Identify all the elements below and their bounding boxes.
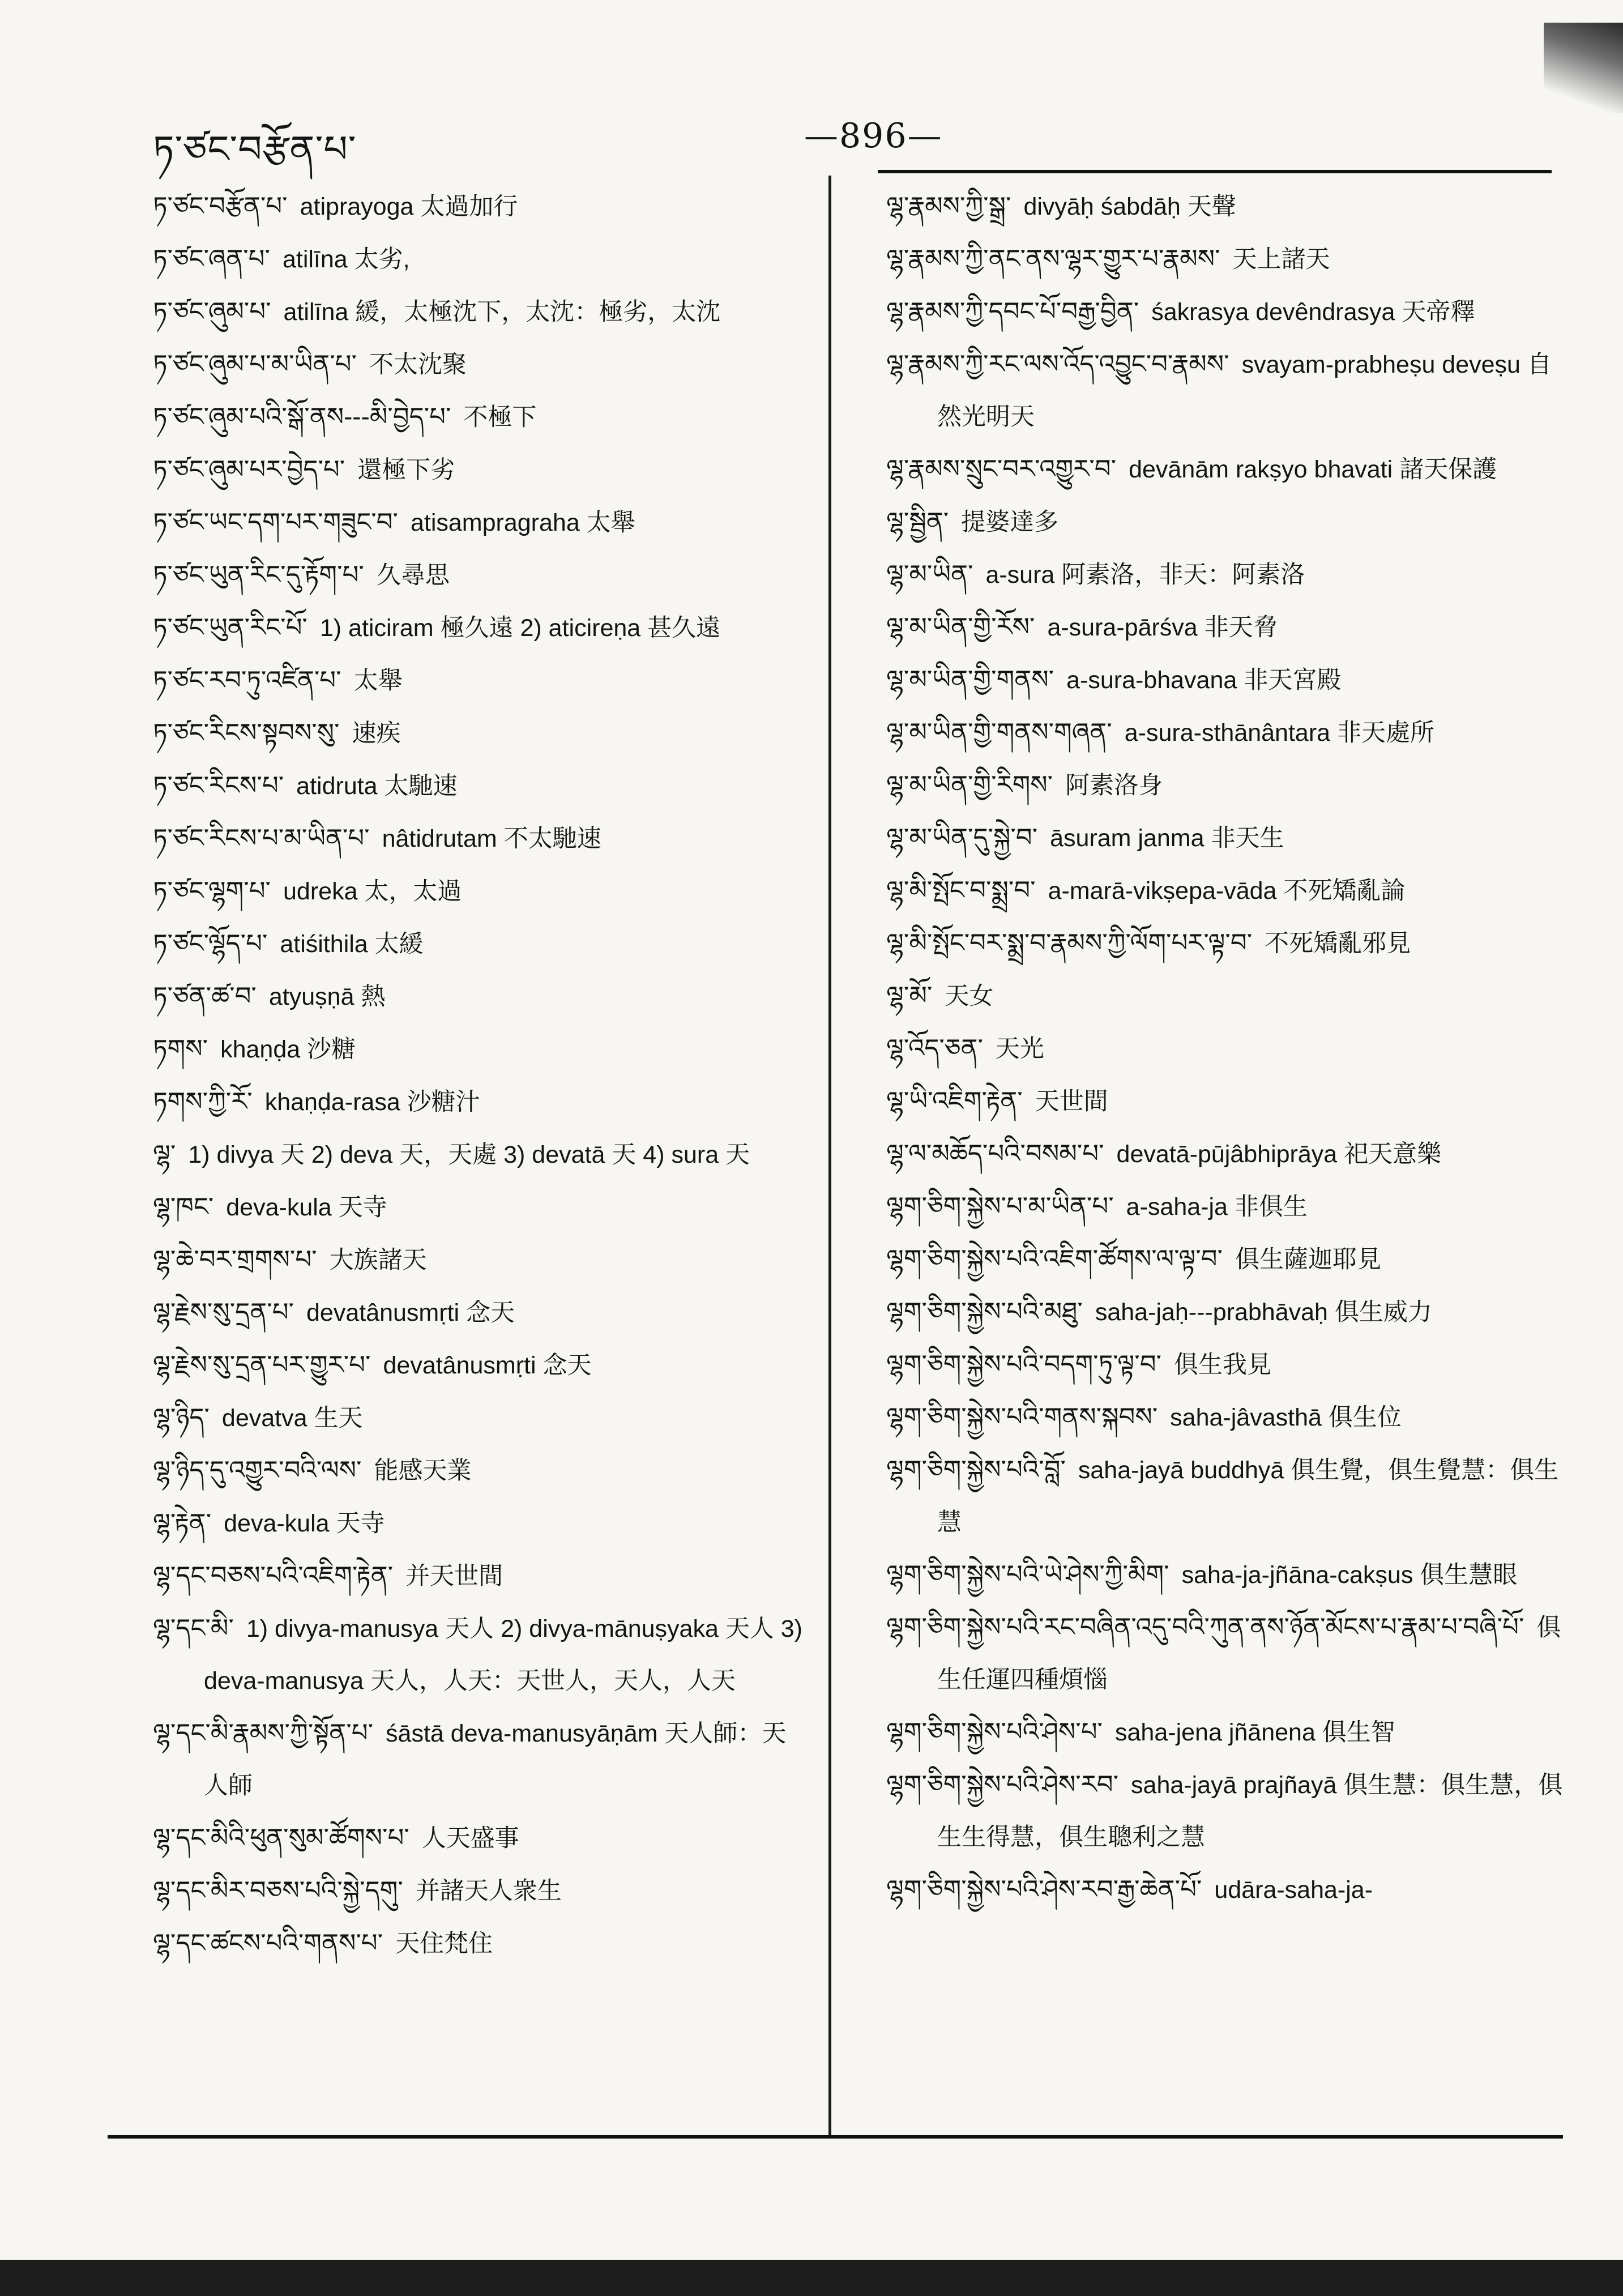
entry-gloss: atiprayoga 太過加行 [300, 193, 518, 220]
column-divider [828, 176, 831, 2135]
entry-gloss: a-sura-bhavana 非天宮殿 [1066, 667, 1342, 694]
tibetan-headword: ལྷ་སྦྱིན་ [886, 506, 949, 536]
dictionary-entry [886, 1075, 1566, 1128]
entry-gloss: 天光 [995, 1035, 1044, 1062]
tibetan-headword: ལྷ་ཉིད་དུ་འགྱུར་བའི་ལས་ [153, 1455, 362, 1485]
tibetan-headword: ལྷག་ཅིག་སྐྱེས་པའི་བདག་ཏུ་ལྟ་བ་ [886, 1349, 1162, 1379]
tibetan-headword: ལྷ་མི་སྤོང་བ་སྨྲ་བ་ [886, 875, 1036, 905]
entry-gloss: deva-kula 天寺 [226, 1194, 387, 1221]
dictionary-entry [886, 1128, 1566, 1180]
entry-gloss: 大族諸天 [329, 1247, 427, 1274]
tibetan-headword: ཏ་ཙང་ཞུམ་པ་ [153, 296, 271, 326]
dictionary-entry [886, 759, 1566, 812]
entry-gloss: atiśithila 太緩 [280, 931, 424, 958]
entry-gloss: a-sura 阿素洛，非天：阿素洛 [985, 561, 1305, 588]
tibetan-headword: ལྷ་དང་བཅས་པའི་འཇིག་རྟེན་ [153, 1560, 394, 1590]
header-rule [878, 170, 1552, 173]
dictionary-entry [886, 548, 1566, 601]
dictionary-entry [153, 180, 810, 233]
dictionary-entry [886, 1444, 1566, 1548]
entry-gloss: atyuṣṇā 熱 [268, 983, 386, 1010]
entry-gloss: 1) divya-manusya 天人 2) divya-mānuṣyaka 天人 3) deva-manusya 天人，人天：天世人，天人，人天 [204, 1615, 802, 1695]
entry-gloss: 不死矯亂邪見 [1265, 930, 1411, 957]
dictionary-entry [153, 1392, 810, 1444]
entry-gloss: khaṇḍa 沙糖 [220, 1036, 356, 1063]
entry-gloss: 太舉 [353, 667, 403, 694]
entry-gloss: atilīna 緩，太極沈下，太沈：極劣，太沈 [283, 298, 721, 326]
dictionary-entry [153, 970, 810, 1023]
tibetan-headword: ལྷ་ཡི་འཇིག་རྟེན་ [886, 1086, 1023, 1116]
dictionary-entry [153, 1181, 810, 1234]
entry-gloss: 能感天業 [374, 1457, 472, 1484]
tibetan-headword: ལྷ་མ་ཡིན་གྱི་རོས་ [886, 612, 1035, 642]
dictionary-entry [886, 1759, 1566, 1863]
scan-bottom-band [0, 2260, 1623, 2296]
tibetan-headword: ལྷ་རྣམས་ཀྱི་དབང་པོ་བརྒྱ་བྱིན་ [886, 296, 1139, 326]
tibetan-headword: ལྷ་དང་མི་ [153, 1613, 234, 1643]
tibetan-headword: ཏ་ཙང་ཞན་པ་ [153, 244, 270, 274]
dictionary-entry [153, 1497, 810, 1550]
dictionary-entry [886, 496, 1566, 548]
tibetan-headword: ལྷ་རྣམས་སྲུང་བར་འགྱུར་བ་ [886, 454, 1117, 484]
dictionary-entry [886, 654, 1566, 706]
entry-gloss: 并天世間 [405, 1563, 503, 1590]
dictionary-entry [886, 1233, 1566, 1286]
entry-gloss: 還極下劣 [357, 456, 455, 484]
entry-gloss: 俱生薩迦耶見 [1235, 1246, 1381, 1273]
entry-gloss: svayam-prabheṣu deveṣu 自然光明天 [937, 351, 1552, 430]
tibetan-headword: ལྷག་ཅིག་སྐྱེས་པའི་བློ་ [886, 1454, 1066, 1484]
page-number: —896— [804, 116, 943, 156]
entry-gloss: 速疾 [352, 720, 401, 747]
bottom-rule [108, 2135, 1563, 2139]
dictionary-entry [153, 601, 810, 654]
entry-gloss: śakrasya devêndrasya 天帝釋 [1151, 298, 1475, 326]
dictionary-entry [153, 1917, 810, 1970]
dictionary-entry [153, 865, 810, 917]
tibetan-headword: ཏ་ཙང་ཡུན་རིང་དུ་རྟོག་པ་ [153, 560, 364, 590]
dictionary-entry [886, 706, 1566, 759]
dictionary-entry [153, 1707, 810, 1812]
tibetan-headword: ལྷ་ལ་མཆོད་པའི་བསམ་པ་ [886, 1138, 1104, 1168]
dictionary-entry [886, 601, 1566, 654]
entry-gloss: devatânusmṛti 念天 [306, 1299, 515, 1326]
dictionary-entry [153, 1550, 810, 1602]
entry-gloss: 天女 [945, 983, 994, 1010]
tibetan-headword: ཏ་ཙང་རིངས་སྟབས་སུ་ [153, 718, 340, 748]
tibetan-headword: ལྷ་རྗེས་སུ་དྲན་པ་ [153, 1297, 294, 1327]
dictionary-entry [153, 233, 810, 285]
tibetan-headword: ལྷ་དང་མིའི་ཕུན་སུམ་ཚོགས་པ་ [153, 1823, 409, 1853]
entry-gloss: atilīna 太劣, [282, 246, 410, 273]
dictionary-entry [886, 1286, 1566, 1338]
tibetan-headword: ལྷག་ཅིག་སྐྱེས་པའི་ཡེ་ཤེས་ཀྱི་མིག་ [886, 1559, 1169, 1589]
dictionary-entry [153, 391, 810, 443]
tibetan-headword: ཏ་ཙང་ཞུམ་པ་མ་ཡིན་པ་ [153, 349, 357, 379]
tibetan-headword: ལྷ་མ་ཡིན་ [886, 559, 973, 589]
tibetan-headword: ཏ་ཙང་ལྷོད་པ་ [153, 928, 268, 958]
tibetan-headword: ལྷག་ཅིག་སྐྱེས་པ་མ་ཡིན་པ་ [886, 1191, 1114, 1221]
tibetan-headword: ལྷག་ཅིག་སྐྱེས་པའི་ཤེས་རབ་ [886, 1769, 1119, 1799]
entry-gloss: 人天盛事 [421, 1825, 519, 1852]
tibetan-headword: ལྷ་དང་མིར་བཅས་པའི་སྐྱེ་དགུ་ [153, 1875, 403, 1905]
entry-gloss: 天上諸天 [1232, 246, 1330, 273]
tibetan-headword: ལྷ་མ་ཡིན་དུ་སྐྱེ་བ་ [886, 822, 1038, 852]
dictionary-entry [153, 759, 810, 812]
dictionary-entry [886, 1180, 1566, 1233]
dictionary-entry [153, 1128, 810, 1181]
tibetan-headword: ལྷ་མི་སྤོང་བར་སྨྲ་བ་རྣམས་ཀྱི་ལོག་པར་ལྟ་བ་ [886, 928, 1253, 958]
tibetan-headword: ལྷ་དང་མི་རྣམས་ཀྱི་སྟོན་པ་ [153, 1718, 374, 1748]
tibetan-headword: ལྷ་མ་ཡིན་གྱི་རིགས་ [886, 770, 1053, 800]
tibetan-headword: ལྷག་ཅིག་སྐྱེས་པའི་འཇིག་ཚོགས་ལ་ལྟ་བ་ [886, 1244, 1223, 1274]
entry-gloss: saha-jayā prajñayā 俱生慧：俱生慧，俱生生得慧，俱生聰利之慧 [937, 1772, 1563, 1851]
tibetan-headword: ཏགས་ཀྱི་རོ་ [153, 1086, 253, 1116]
entry-gloss: udāra-saha-ja- [1214, 1876, 1373, 1904]
dictionary-entry [886, 970, 1566, 1022]
tibetan-headword: ཏ་ཙང་རབ་ཏུ་འཛིན་པ་ [153, 665, 341, 695]
tibetan-headword: ལྷག་ཅིག་སྐྱེས་པའི་ཤེས་པ་ [886, 1717, 1103, 1747]
dictionary-entry [153, 654, 810, 707]
entry-gloss: atidruta 太馳速 [296, 773, 458, 800]
entry-gloss: devatva 生天 [221, 1405, 363, 1432]
dictionary-entry [886, 1548, 1566, 1601]
tibetan-headword: ལྷ་རྣམས་ཀྱི་སྒྲ་ [886, 191, 1011, 221]
dictionary-entry [886, 1863, 1566, 1916]
dictionary-entry [886, 180, 1566, 233]
tibetan-headword: ཏ་ཙང་ཞུམ་པའི་སྒོ་ནས---མི་བྱེད་པ་ [153, 402, 451, 432]
dictionary-entry [886, 1601, 1566, 1706]
entry-gloss: deva-kula 天寺 [224, 1510, 385, 1537]
dictionary-entry [153, 1286, 810, 1339]
entry-gloss: 不極下 [463, 404, 537, 431]
entry-gloss: a-marā-vikṣepa-vāda 不死矯亂論 [1048, 877, 1406, 904]
scan-corner-shadow [1544, 23, 1623, 113]
entry-gloss: 并諸天人衆生 [415, 1877, 562, 1905]
running-head: ཏ་ཙང་བརྩོན་པ་ [153, 127, 357, 171]
tibetan-headword: ཏ་ཙང་ཞུམ་པར་བྱེད་པ་ [153, 454, 345, 484]
dictionary-entry [886, 1706, 1566, 1759]
dictionary-entry [886, 443, 1566, 496]
entry-gloss: 阿素洛身 [1065, 772, 1163, 799]
entry-gloss: 天住梵住 [395, 1930, 493, 1957]
tibetan-headword: ལྷ་མ་ཡིན་གྱི་གནས་ [886, 664, 1054, 694]
tibetan-headword: ལྷ་དང་ཚངས་པའི་གནས་པ་ [153, 1928, 383, 1958]
entry-gloss: a-sura-pārśva 非天脅 [1047, 614, 1278, 641]
entry-gloss: devānām rakṣyo bhavati 諸天保護 [1129, 456, 1497, 483]
entry-gloss: saha-jâvasthā 俱生位 [1170, 1404, 1402, 1431]
tibetan-headword: ལྷ་ཉིད་ [153, 1402, 210, 1432]
tibetan-headword: ལྷ་ཆེ་བར་གྲགས་པ་ [153, 1244, 317, 1274]
dictionary-entry [153, 1234, 810, 1286]
entry-gloss: 俱生任運四種煩惱 [937, 1614, 1561, 1693]
left-column [153, 180, 810, 1970]
entry-gloss: 提婆達多 [961, 509, 1059, 536]
dictionary-entry [886, 233, 1566, 285]
entry-gloss: atisampragraha 太舉 [410, 509, 635, 536]
tibetan-headword: ཏ་ཙང་རིངས་པ་མ་ཡིན་པ་ [153, 823, 370, 853]
dictionary-entry [153, 1864, 810, 1917]
dictionary-entry [886, 917, 1566, 970]
dictionary-entry [886, 338, 1566, 443]
entry-gloss: saha-ja-jñāna-cakṣus 俱生慧眼 [1181, 1561, 1518, 1589]
tibetan-headword: ལྷ་རྟེན་ [153, 1508, 212, 1538]
tibetan-headword: ཏ་ཙང་རིངས་པ་ [153, 770, 284, 800]
entry-gloss: devatânusmṛti 念天 [383, 1352, 592, 1379]
dictionary-entry [886, 812, 1566, 864]
tibetan-headword: ལྷ་རྗེས་སུ་དྲན་པར་གྱུར་པ་ [153, 1350, 371, 1380]
tibetan-headword: ཏ་ཙང་བརྩོན་པ་ [153, 191, 288, 221]
dictionary-entry [153, 1444, 810, 1497]
tibetan-headword: ཏ་ཙང་ཡང་དག་པར་གཟུང་བ་ [153, 507, 398, 537]
right-column [886, 180, 1566, 1916]
entry-gloss: a-saha-ja 非俱生 [1126, 1193, 1308, 1220]
dictionary-entry [886, 1391, 1566, 1444]
entry-gloss: saha-jena jñānena 俱生智 [1115, 1719, 1395, 1746]
dictionary-entry [886, 1022, 1566, 1075]
entry-gloss: āsuram janma 非天生 [1050, 825, 1284, 852]
tibetan-headword: ལྷ་ཁང་ [153, 1192, 214, 1222]
tibetan-headword: ལྷག་ཅིག་སྐྱེས་པའི་མཐུ་ [886, 1296, 1083, 1326]
dictionary-entry [153, 496, 810, 549]
tibetan-headword: ལྷག་ཅིག་སྐྱེས་པའི་རང་བཞིན་འདུ་བའི་ཀུན་ནས་ཉོན་མོངས་པ་རྣམ་པ་བཞི་པོ་ [886, 1612, 1524, 1642]
dictionary-entry [886, 864, 1566, 917]
tibetan-headword: ལྷག་ཅིག་སྐྱེས་པའི་གནས་སྐབས་ [886, 1402, 1158, 1432]
entry-gloss: divyāḥ śabdāḥ 天聲 [1023, 193, 1236, 220]
entry-gloss: 久尋思 [376, 562, 450, 589]
dictionary-entry [153, 1339, 810, 1392]
dictionary-entry [153, 707, 810, 759]
dictionary-entry [153, 443, 810, 496]
dictionary-entry [153, 917, 810, 970]
entry-gloss: udreka 太，太過 [283, 878, 462, 905]
dictionary-entry [886, 285, 1566, 338]
entry-gloss: śāstā deva-manusyāṇām 天人師：天人師 [204, 1720, 787, 1799]
dictionary-entry [153, 1602, 810, 1707]
entry-gloss: 天世間 [1035, 1088, 1108, 1115]
dictionary-entry [153, 285, 810, 338]
tibetan-headword: ལྷ་རྣམས་ཀྱི་ནང་ནས་ལྷར་གྱུར་པ་རྣམས་ [886, 244, 1220, 274]
dictionary-entry [886, 1338, 1566, 1391]
dictionary-entry [153, 549, 810, 601]
tibetan-headword: ལྷ་འོད་ཅན་ [886, 1033, 983, 1063]
entry-gloss: 不太沈聚 [369, 351, 467, 378]
tibetan-headword: ལྷ་ [153, 1139, 176, 1169]
tibetan-headword: ཏ་ཙང་ཡུན་རིང་པོ་ [153, 612, 307, 642]
entry-gloss: saha-jayā buddhyā 俱生覺，俱生覺慧：俱生慧 [937, 1457, 1559, 1536]
dictionary-entry [153, 338, 810, 391]
entry-gloss: nâtidrutam 不太馳速 [382, 825, 601, 852]
entry-gloss: saha-jaḥ---prabhāvaḥ 俱生威力 [1095, 1299, 1432, 1326]
dictionary-entry [153, 1812, 810, 1864]
dictionary-entry [153, 1023, 810, 1076]
entry-gloss: devatā-pūjâbhiprāya 祀天意樂 [1116, 1141, 1442, 1168]
dictionary-entry [153, 1076, 810, 1128]
entry-gloss: 1) aticiram 極久遠 2) aticireṇa 甚久遠 [319, 614, 721, 642]
tibetan-headword: ལྷག་ཅིག་སྐྱེས་པའི་ཤེས་རབ་རྒྱ་ཆེན་པོ་ [886, 1874, 1202, 1904]
tibetan-headword: ཏ་ཙང་ལྷག་པ་ [153, 876, 271, 906]
entry-gloss: khaṇḍa-rasa 沙糖汁 [264, 1089, 480, 1116]
tibetan-headword: ལྷ་མོ་ [886, 980, 933, 1010]
dictionary-entry [153, 812, 810, 865]
tibetan-headword: ཏགས་ [153, 1034, 208, 1064]
tibetan-headword: ཏ་ཙན་ཚ་བ་ [153, 981, 257, 1011]
tibetan-headword: ལྷ་མ་ཡིན་གྱི་གནས་གཞན་ [886, 717, 1112, 747]
entry-gloss: 俱生我見 [1174, 1351, 1272, 1379]
tibetan-headword: ལྷ་རྣམས་ཀྱི་རང་ལས་འོད་འབྱུང་བ་རྣམས་ [886, 349, 1229, 379]
entry-gloss: a-sura-sthānântara 非天處所 [1124, 719, 1435, 746]
entry-gloss: 1) divya 天 2) deva 天，天處 3) devatā 天 4) sura 天 [188, 1141, 750, 1168]
